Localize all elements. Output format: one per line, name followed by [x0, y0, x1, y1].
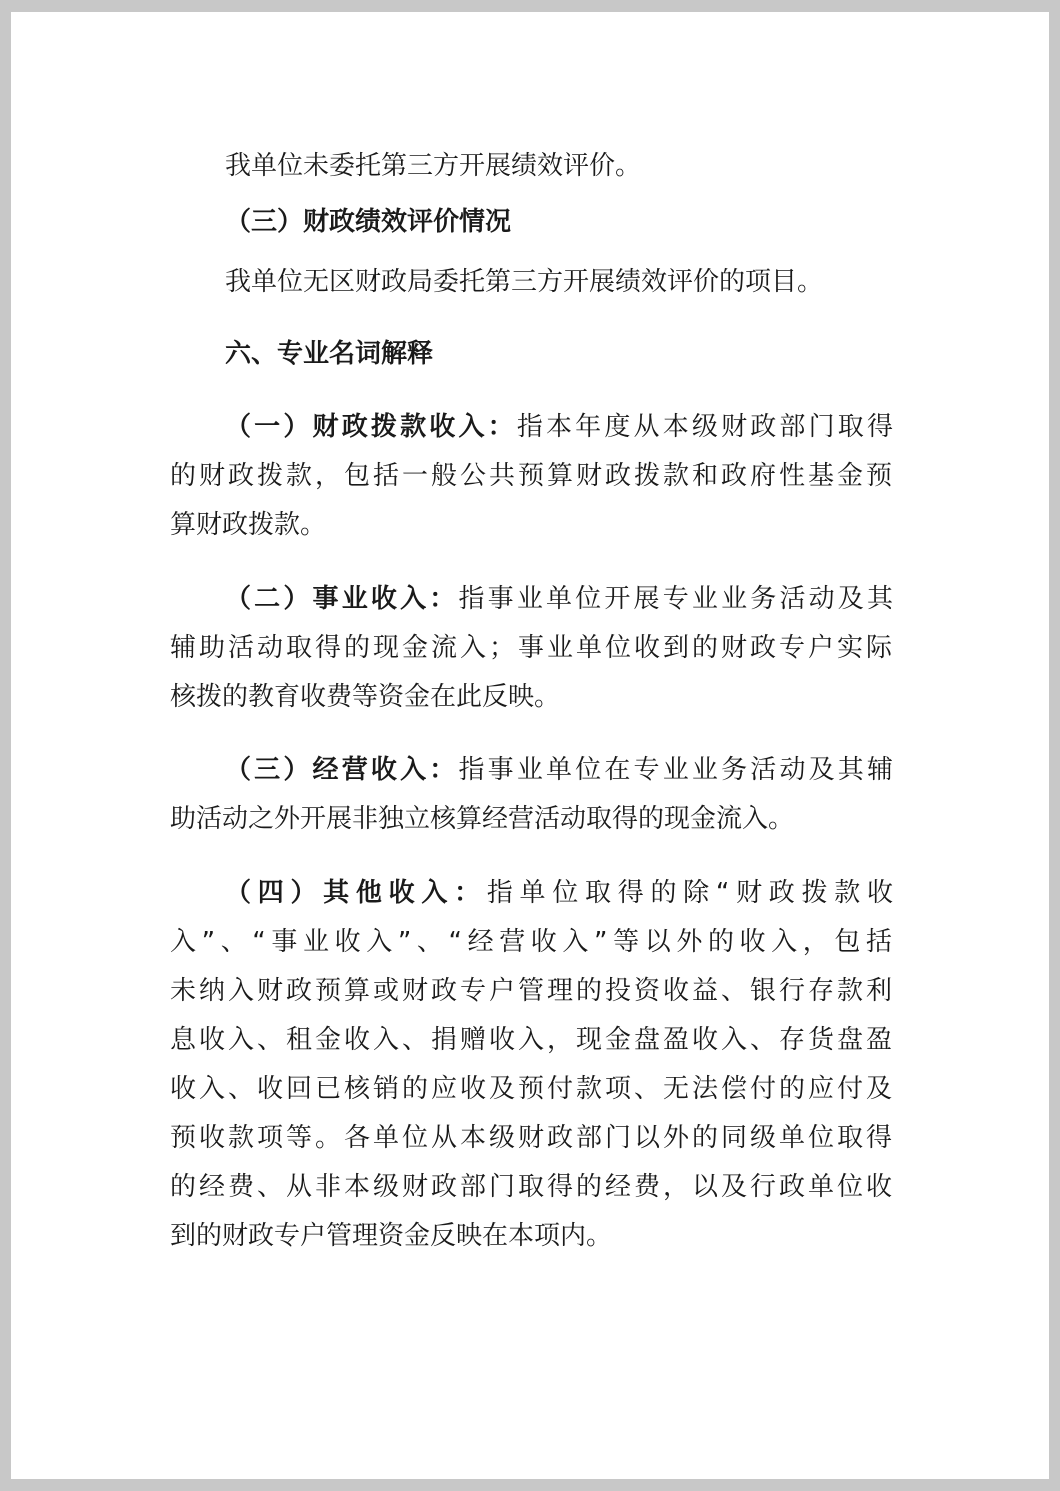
term-2-title: （二）事业收入： — [225, 584, 459, 614]
paragraph-fiscal-evaluation: 我单位无区财政局委托第三方开展绩效评价的项目。 — [225, 267, 824, 297]
term-4-line-4: 息收入、租金收入、捐赠收入，现金盘盈收入、存货盘盈 — [170, 1025, 892, 1055]
term-2-line-2: 辅助活动取得的现金流入；事业单位收到的财政专户实际 — [170, 633, 892, 663]
term-2-line-3: 核拨的教育收费等资金在此反映。 — [170, 682, 561, 712]
term-1-line-3: 算财政拨款。 — [170, 510, 327, 540]
term-1-line-2: 的财政拨款，包括一般公共预算财政拨款和政府性基金预 — [170, 461, 892, 491]
term-4-line-3: 未纳入财政预算或财政专户管理的投资收益、银行存款利 — [170, 976, 892, 1006]
term-4-line-7: 的经费、从非本级财政部门取得的经费，以及行政单位收 — [170, 1172, 892, 1202]
term-4-title: （四）其他收入： — [225, 878, 487, 908]
term-1-title: （一）财政拨款收入： — [225, 412, 517, 442]
document-page — [11, 12, 1049, 1479]
term-4-line-1: （四）其他收入：指单位取得的除“财政拨款收 — [225, 878, 893, 908]
term-3-title: （三）经营收入： — [225, 755, 459, 785]
term-4-line-6: 预收款项等。各单位从本级财政部门以外的同级单位取得 — [170, 1123, 892, 1153]
term-1-line-1: （一）财政拨款收入：指本年度从本级财政部门取得 — [225, 412, 893, 442]
paragraph-third-party: 我单位未委托第三方开展绩效评价。 — [225, 151, 642, 181]
term-4-line-5: 收入、收回已核销的应收及预付款项、无法偿付的应付及 — [170, 1074, 892, 1104]
term-3-line-1: （三）经营收入：指事业单位在专业业务活动及其辅 — [225, 755, 893, 785]
term-3-line-2: 助活动之外开展非独立核算经营活动取得的现金流入。 — [170, 804, 795, 834]
section-heading-terms: 六、专业名词解释 — [225, 339, 434, 369]
subheading-fiscal-evaluation: （三）财政绩效评价情况 — [225, 207, 512, 237]
term-2-line-1: （二）事业收入：指事业单位开展专业业务活动及其 — [225, 584, 893, 614]
term-4-line-8: 到的财政专户管理资金反映在本项内。 — [170, 1221, 613, 1251]
term-4-line-2: 入”、“事业收入”、“经营收入”等以外的收入，包括 — [170, 927, 892, 957]
